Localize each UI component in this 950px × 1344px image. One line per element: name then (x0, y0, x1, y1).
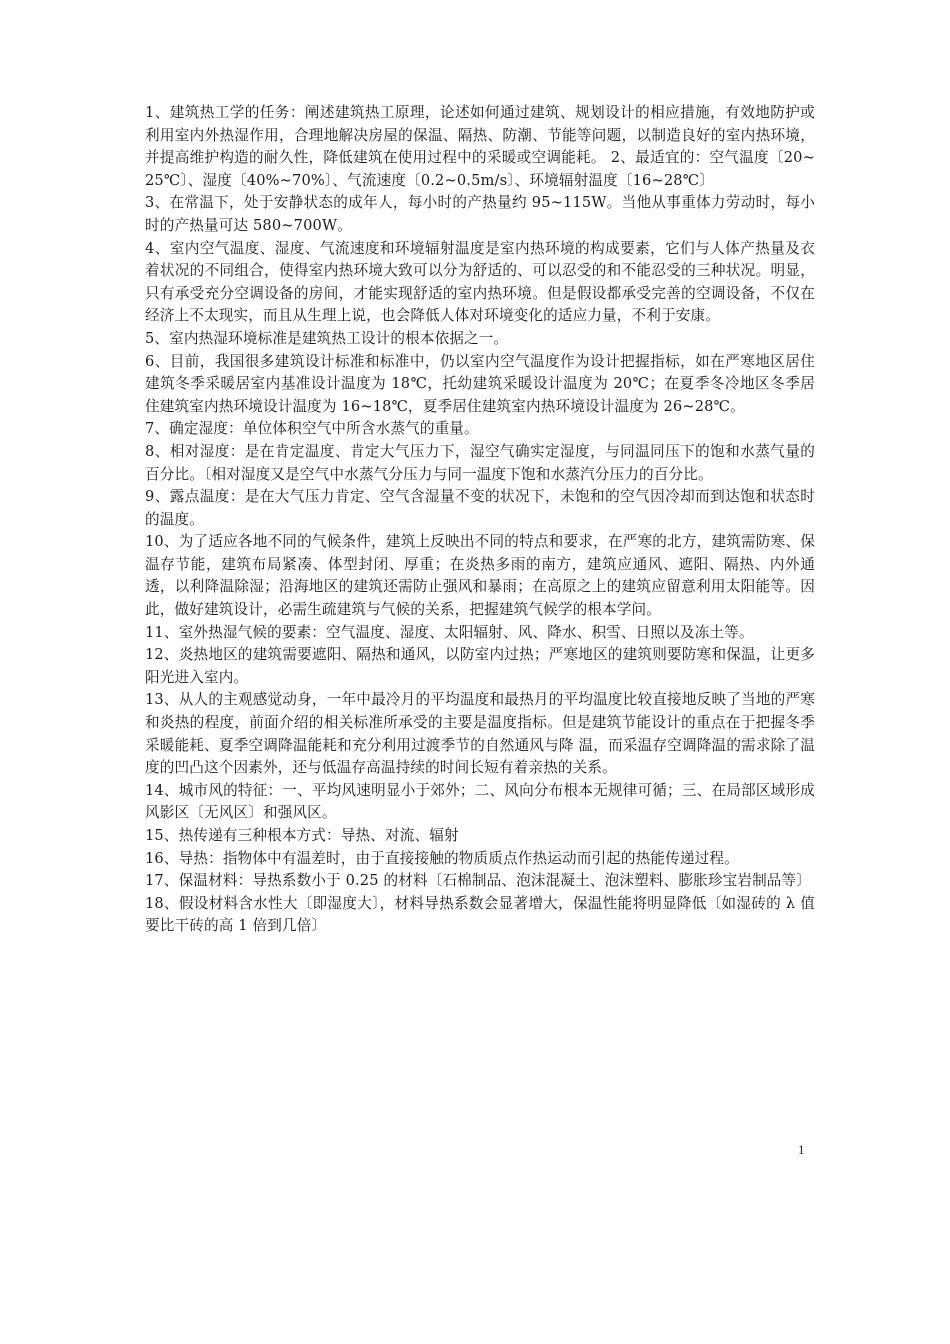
paragraph-17: 17、保温材料：导热系数小于 0.25 的材料〔石棉制品、泡沫混凝土、泡沫塑料、膨胀珍宝岩制品等〕 (145, 872, 812, 890)
page-number: 1 (798, 1142, 805, 1157)
paragraph-5: 5、室内热湿环境标准是建筑热工设计的根本依据之一。 (145, 329, 509, 347)
paragraph-18: 18、假设材料含水性大〔即湿度大〕，材料导热系数会显著增大，保温性能将明显降低〔如湿砖的 λ 值要比干砖的高 1 倍到几倍〕 (145, 894, 815, 935)
paragraph-7: 7、确定湿度：单位体积空气中所含水蒸气的重量。 (145, 420, 479, 438)
paragraph-3: 3、在常温下，处于安静状态的成年人，每小时的产热量约 95~115W。当他从事重体力劳动时，每小时的产热量可达 580~700W。 (145, 194, 815, 234)
document-body (145, 102, 815, 938)
paragraph-8: 8、相对湿度：是在肯定温度、肯定大气压力下，湿空气确实定湿度，与同温同压下的饱和水蒸气量的百分比。〔相对湿度又是空气中水蒸气分压力与同一温度下饱和水蒸汽分压力的百分比。 (145, 442, 815, 483)
paragraph-12: 12、炎热地区的建筑需要遮阳、隔热和通风，以防室内过热；严寒地区的建筑则要防寒和保温，让更多阳光进入室内。 (145, 646, 815, 686)
paragraph-16: 16、导热：指物体中有温差时，由于直接接触的物质质点作热运动而引起的热能传递过程。 (145, 849, 739, 867)
paragraph-10: 10、为了适应各地不同的气候条件，建筑上反映出不同的特点和要求，在严寒的北方，建筑需防寒、保温存节能，建筑布局紧凑、体型封闭、厚重；在炎热多雨的南方，建筑应通风、遮阳、隔热、内外通透，以利降温除湿；沿海地区的建筑还需防止强风和暴雨；在高原之上的建筑应留意利用太阳能等。因此，做好建筑设计，必需生疏建筑与气候的关系，把握建筑气候学的根本学问。 (145, 533, 815, 619)
paragraph-15: 15、热传递有三种根本方式：导热、对流、辐射 (145, 827, 459, 844)
paragraph-1: 1、建筑热工学的任务：阐述建筑热工原理，论述如何通过建筑、规划设计的相应措施，有效地防护或利用室内外热湿作用，合理地解决房屋的保温、隔热、防潮、节能等问题，以制造良好的室内热环境，并提高维护构造的耐久性，降低建筑在使用过程中的采暖或空调能耗。 2、最适宜的：空气温度〔20~25℃〕、湿度〔40%~70%〕、气流速度〔0.2~0.5m/s〕、环境辐射温度〔16~28℃〕 (145, 104, 815, 189)
paragraph-14: 14、城市风的特征：一、平均风速明显小于郊外；二、风向分布根本无规律可循；三、在局部区域形成风影区〔无风区〕和强风区。 (145, 781, 815, 822)
paragraph-13: 13、从人的主观感觉动身，一年中最冷月的平均温度和最热月的平均温度比较直接地反映了当地的严寒和炎热的程度，前面介绍的相关标准所承受的主要是温度指标。但是建筑节能设计的重点在于把握冬季采暖能耗、夏季空调降温能耗和充分利用过渡季节的自然通风与降 温，而采温存空调降温的需求除了温度的凹凸这个因素外，还与低温存高温持续的时间长短有着亲热的关系。 (145, 691, 815, 777)
paragraph-4: 4、室内空气温度、湿度、气流速度和环境辐射温度是室内热环境的构成要素，它们与人体产热量及衣着状况的不同组合，使得室内热环境大致可以分为舒适的、可以忍受的和不能忍受的三种状况。明显，只有承受充分空调设备的房间，才能实现舒适的室内热环境。但是假设都承受完善的空调设备，不仅在经济上不太现实，而且从生理上说，也会降低人体对环境变化的适应力量，不利于安康。 (145, 239, 815, 325)
paragraph-9: 9、露点温度：是在大气压力肯定、空气含湿量不变的状况下，未饱和的空气因冷却而到达饱和状态时的温度。 (145, 488, 815, 528)
paragraph-11: 11、室外热湿气候的要素：空气温度、湿度、太阳辐射、风、降水、积雪、日照以及冻土等。 (145, 623, 754, 641)
paragraph-6: 6、目前，我国很多建筑设计标准和标准中，仍以室内空气温度作为设计把握指标，如在严寒地区居住建筑冬季采暖居室内基准设计温度为 18℃，托幼建筑采暖设计温度为 20℃；在夏季冬冷地区冬季居住建筑室内热环境设计温度为 16~18℃，夏季居住建筑室内热环境设计温度为 26~28℃。 (145, 352, 815, 415)
